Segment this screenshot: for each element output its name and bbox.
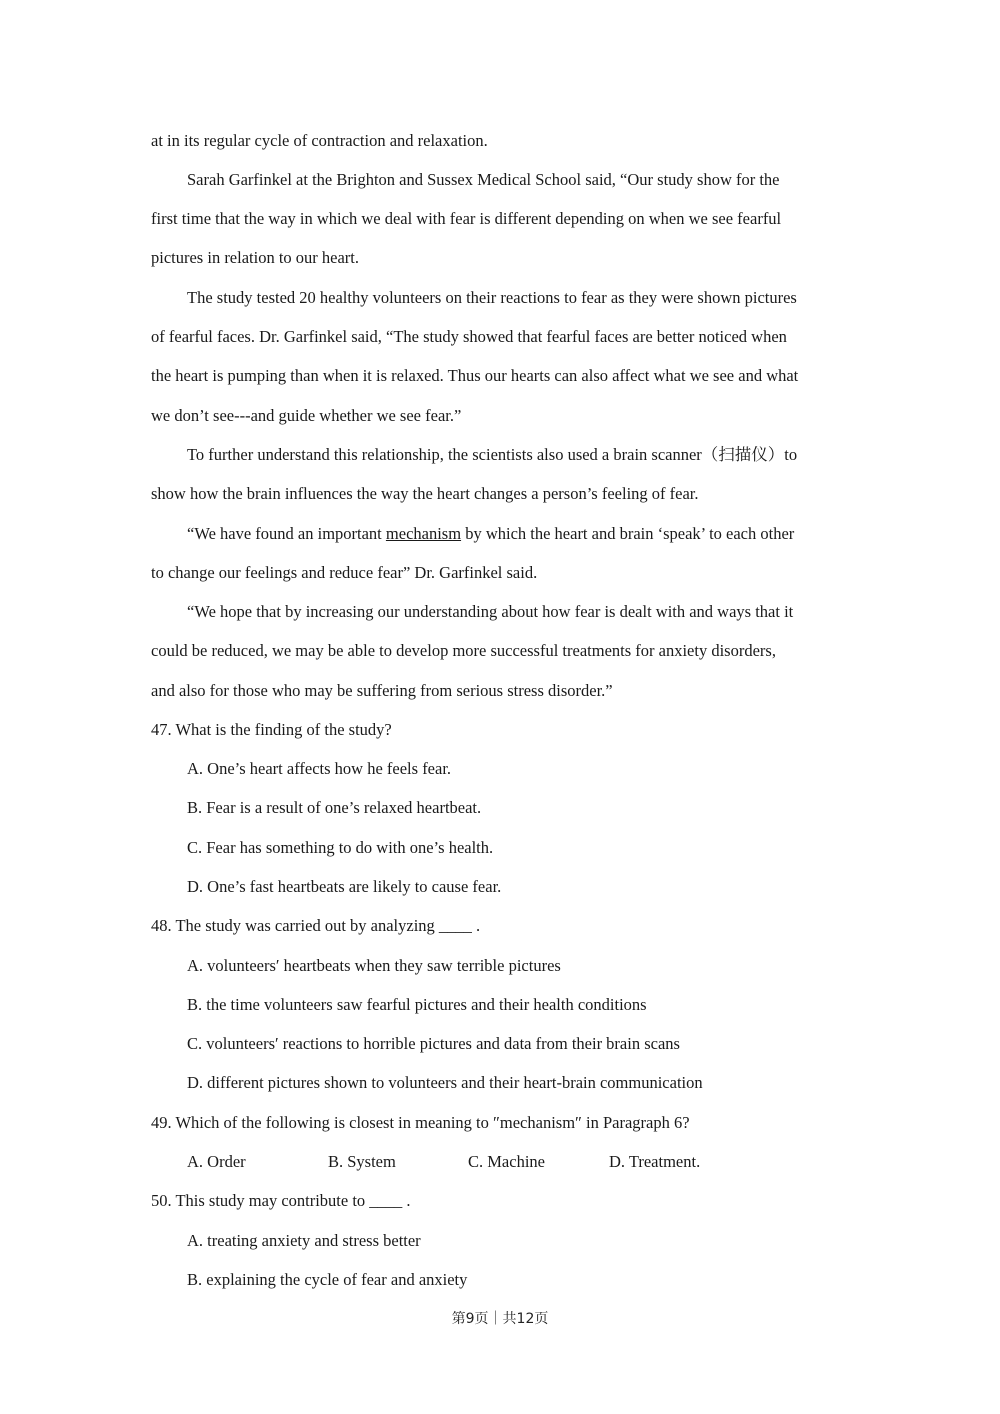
underlined-word-mechanism: mechanism xyxy=(385,524,462,543)
passage-line: we don’t see---and guide whether we see fear.” xyxy=(151,406,462,425)
question-stem-49: 49. Which of the following is closest in meaning to ″mechanism″ in Paragraph 6? xyxy=(151,1113,690,1132)
passage-line xyxy=(187,524,887,544)
passage-line: the heart is pumping than when it is relaxed. Thus our hearts can also affect what we see and what xyxy=(151,366,799,385)
passage-line: pictures in relation to our heart. xyxy=(151,248,360,267)
q48-option-b: B. the time volunteers saw fearful pictures and their health conditions xyxy=(187,995,647,1014)
passage-line: first time that the way in which we deal with fear is different depending on when we see fearful xyxy=(151,209,782,228)
passage-line: The study tested 20 healthy volunteers on their reactions to fear as they were shown pictures xyxy=(187,288,797,307)
question-stem-50: 50. This study may contribute to ____ . xyxy=(151,1191,411,1210)
q48-option-d: D. different pictures shown to volunteers and their heart-brain communication xyxy=(187,1073,703,1092)
q50-option-b: B. explaining the cycle of fear and anxiety xyxy=(187,1270,468,1289)
question-stem-48: 48. The study was carried out by analyzing ____ . xyxy=(151,916,481,935)
q49-option-d: D. Treatment. xyxy=(609,1152,701,1171)
q49-option-a: A. Order xyxy=(187,1152,246,1171)
passage-text: by which the heart and brain ‘speak’ to each other xyxy=(461,524,795,543)
passage-line: Sarah Garfinkel at the Brighton and Sussex Medical School said, “Our study show for the xyxy=(187,170,780,189)
q48-option-c: C. volunteers′ reactions to horrible pictures and data from their brain scans xyxy=(187,1034,680,1053)
passage-line: at in its regular cycle of contraction and relaxation. xyxy=(151,131,488,150)
question-stem-47: 47. What is the finding of the study? xyxy=(151,720,392,739)
passage-line: show how the brain influences the way the heart changes a person’s feeling of fear. xyxy=(151,484,699,503)
passage-text: “We have found an important xyxy=(187,524,386,543)
passage-line: to change our feelings and reduce fear” Dr. Garfinkel said. xyxy=(151,563,538,582)
passage-line: could be reduced, we may be able to develop more successful treatments for anxiety disorders, xyxy=(151,641,776,660)
q49-option-c: C. Machine xyxy=(468,1152,545,1171)
passage-line: To further understand this relationship, the scientists also used a brain scanner（扫描仪）to xyxy=(187,445,798,464)
passage-line: “We hope that by increasing our understanding about how fear is dealt with and ways that it xyxy=(187,602,794,621)
q47-option-b: B. Fear is a result of one’s relaxed heartbeat. xyxy=(187,798,482,817)
q48-option-a: A. volunteers′ heartbeats when they saw terrible pictures xyxy=(187,956,561,975)
q47-option-d: D. One’s fast heartbeats are likely to cause fear. xyxy=(187,877,502,896)
passage-line: of fearful faces. Dr. Garfinkel said, “The study showed that fearful faces are better noticed when xyxy=(151,327,787,346)
q47-option-c: C. Fear has something to do with one’s health. xyxy=(187,838,494,857)
q50-option-a: A. treating anxiety and stress better xyxy=(187,1231,421,1250)
q49-option-b: B. System xyxy=(328,1152,396,1171)
page-number-footer: 第9页｜共12页 xyxy=(451,1311,549,1327)
q47-option-a: A. One’s heart affects how he feels fear. xyxy=(187,759,452,778)
passage-line: and also for those who may be suffering from serious stress disorder.” xyxy=(151,681,613,700)
